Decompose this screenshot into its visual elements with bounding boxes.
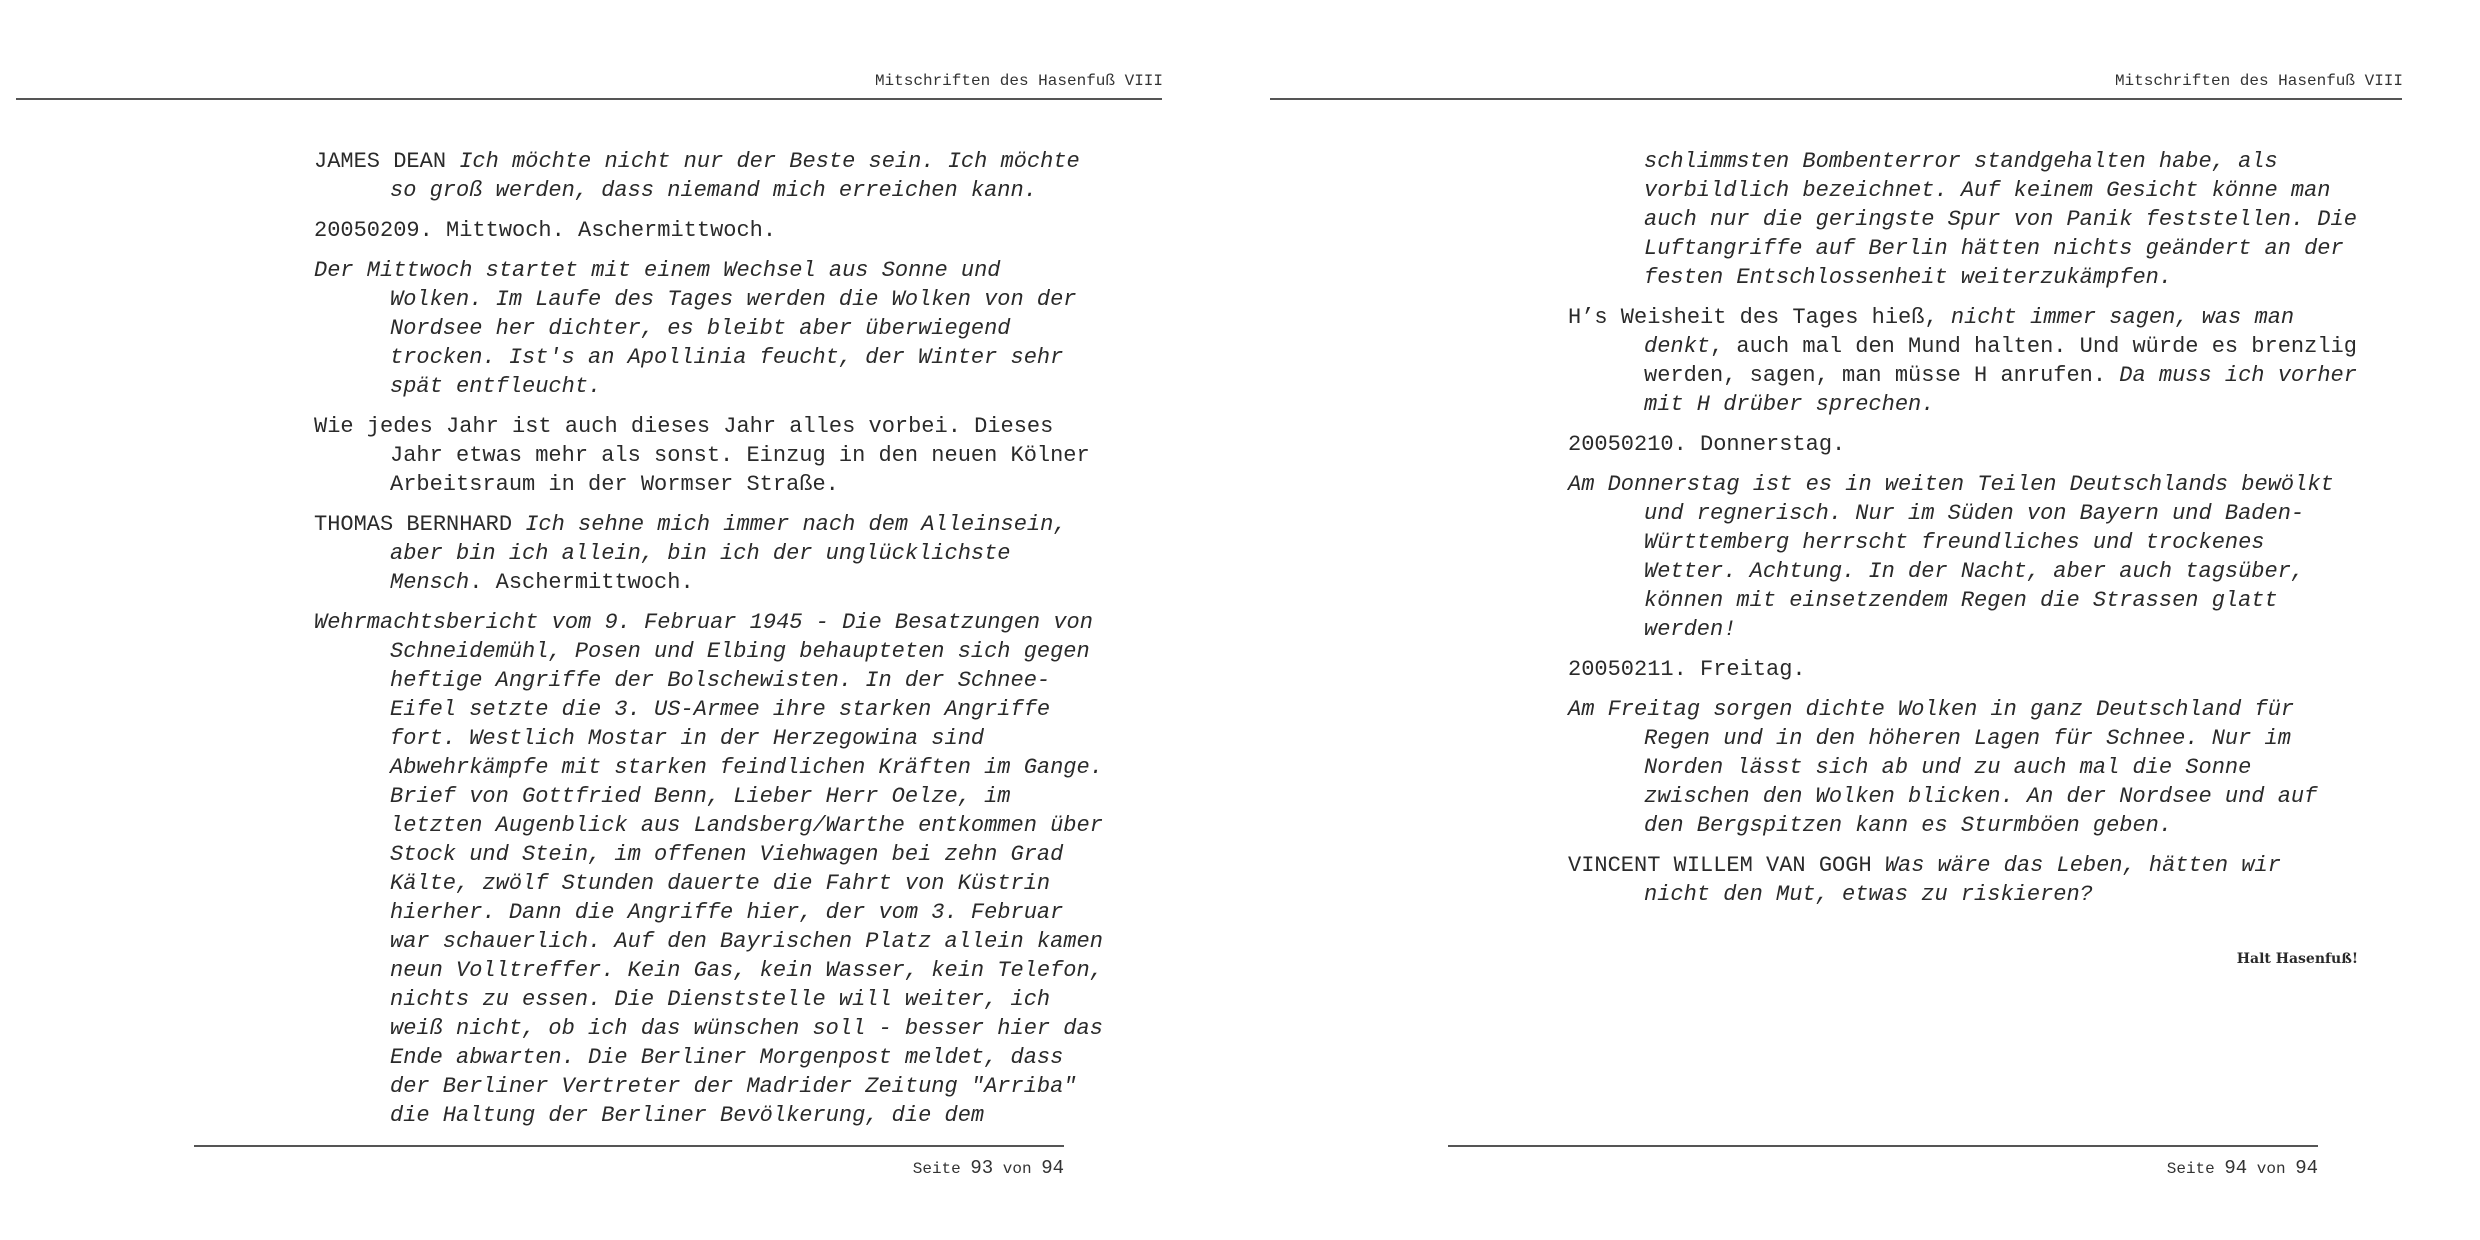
page-footer: Seite 94 von 94 [2166,1157,2318,1179]
signature: Halt Hasenfuß! [2236,951,2358,967]
weather-paragraph: Am Freitag sorgen dichte Wolken in ganz Deutschland für Regen und in den höheren Lagen für Schnee. Nur im Norden lässt sich ab und zu auch mal die Sonne zwischen den Wolken blicken. An der Nordsee und auf den Bergspitzen kann es Sturmböen geben. [1568,697,2318,838]
header-rule [16,98,1162,100]
page-footer: Seite 93 von 94 [912,1157,1064,1179]
date-entry: 20050210. Donnerstag. [1568,432,1846,457]
paragraph: Wie jedes Jahr ist auch dieses Jahr alles vorbei. Dieses Jahr etwas mehr als sonst. Einzug in den neuen Kölner Arbeitsraum in der Wormser Straße. [314,414,1090,497]
page-body [1568,147,2358,974]
paragraph: Wehrmachtsbericht vom 9. Februar 1945 - Die Besatzungen von Schneidemühl, Posen und Elbing behaupteten sich gegen heftige Angriffe der Bolschewisten. In der Schnee-Eifel setzte die 3. US-Armee ihre starken Angriffe fort. Westlich Mostar in der Herzegowina sind Abwehrkämpfe mit starken feindlichen Kräften im Gange. Brief von Gottfried Benn, Lieber Herr Oelze, im letzten Augenblick aus Landsberg/Warthe entkommen über Stock und Stein, im offenen Viehwagen bei zehn Grad Kälte, zwölf Stunden dauerte die Fahrt von Küstrin hierher. Dann die Angriffe hier, der vom 3. Februar war schauerlich. Auf den Bayrischen Platz allein kamen neun Volltreffer. Kein Gas, kein Wasser, kein Telefon, nichts zu essen. Die Dienststelle will weiter, ich weiß nicht, ob ich das wünschen soll - besser hier das Ende abwarten. Die Berliner Morgenpost meldet, dass der Berliner Vertreter der Madrider Zeitung "Arriba" die Haltung der Berliner Bevölkerung, die dem [314,610,1103,1128]
continuation-paragraph: schlimmsten Bombenterror standgehalten habe, als vorbildlich bezeichnet. Auf keinem Gesicht könne man auch nur die geringste Spur von Panik feststellen. Die Luftangriffe auf Berlin hätten nichts geändert an der festen Entschlossenheit weiterzukämpfen. [1644,149,2357,290]
weather-paragraph: Am Donnerstag ist es in weiten Teilen Deutschlands bewölkt und regnerisch. Nur im Süden von Bayern und Baden-Württemberg herrscht freundliches und trockenes Wetter. Achtung. In der Nacht, aber auch tagsüber, können mit einsetzendem Regen die Strassen glatt werden! [1568,472,2334,642]
date-entry: 20050211. Freitag. [1568,657,1806,682]
page-header: Mitschriften des Hasenfuß VIII [2114,72,2403,90]
page-header: Mitschriften des Hasenfuß VIII [874,72,1163,90]
date-entry: 20050209. Mittwoch. Aschermittwoch. [314,218,777,243]
footer-rule [194,1145,1064,1147]
paragraph: H’s Weisheit des Tages hieß, nicht immer sagen, was man denkt, auch mal den Mund halten. Und würde es brenzlig werden, sagen, man müsse H anrufen. Da muss ich vorher mit H drüber sprechen. [1568,305,2357,417]
weather-paragraph: Der Mittwoch startet mit einem Wechsel aus Sonne und Wolken. Im Laufe des Tages werden die Wolken von der Nordsee her dichter, es bleibt aber überwiegend trocken. Ist's an Apollinia feucht, der Winter sehr spät entfleucht. [314,258,1077,399]
right-page [1240,0,2480,1240]
footer-rule [1448,1145,2318,1147]
header-rule [1270,98,2402,100]
quote-paragraph: THOMAS BERNHARD Ich sehne mich immer nach dem Alleinsein, aber bin ich allein, bin ich der unglücklichste Mensch. Aschermittwoch. [314,512,1067,595]
quote-paragraph: VINCENT WILLEM VAN GOGH Was wäre das Leben, hätten wir nicht den Mut, etwas zu riskieren? [1568,853,2281,907]
paragraph: JAMES DEAN Ich möchte nicht nur der Beste sein. Ich möchte so groß werden, dass niemand mich erreichen kann. [314,149,1080,203]
page-body [314,147,1104,1141]
